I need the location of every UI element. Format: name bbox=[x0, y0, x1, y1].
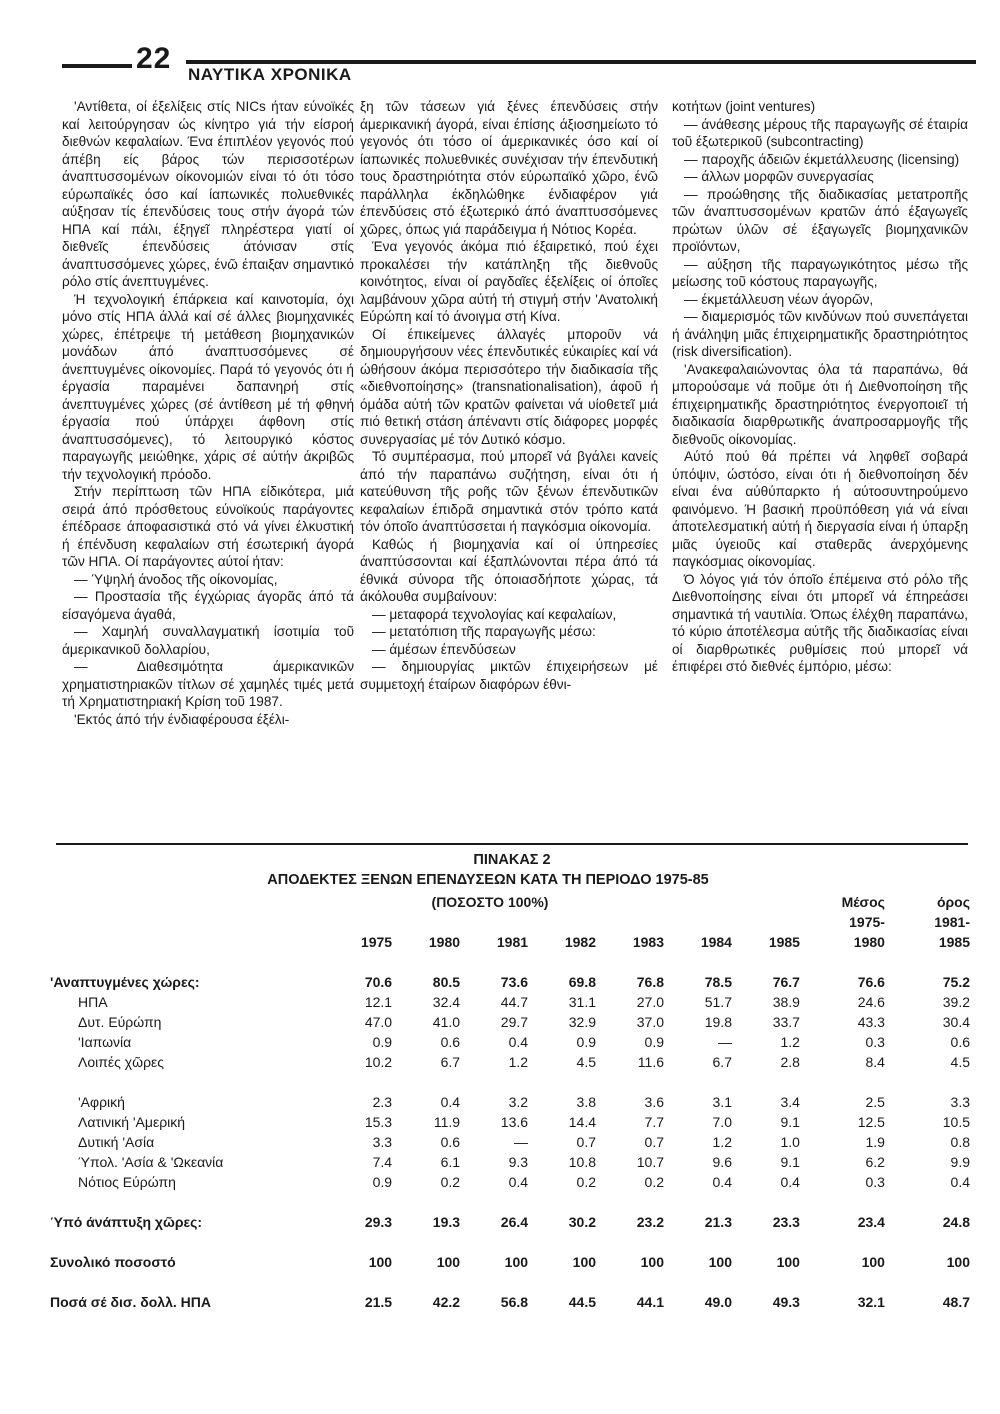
table-row bbox=[50, 1052, 970, 1072]
table-cell: 32.9 bbox=[568, 1014, 597, 1030]
table-cell: 26.4 bbox=[500, 1214, 529, 1230]
row-label: Λοιπές χῶρες bbox=[78, 1054, 165, 1070]
table-cell: 14.4 bbox=[568, 1114, 597, 1130]
page-number: 22 bbox=[136, 42, 172, 75]
table-cell: 56.8 bbox=[500, 1294, 529, 1310]
table-row bbox=[50, 1172, 970, 1192]
table-cell: 32.1 bbox=[857, 1294, 885, 1310]
table-cell: 0.9 bbox=[372, 1174, 393, 1190]
table-cell: 9.6 bbox=[712, 1154, 732, 1170]
table-cell: 32.4 bbox=[432, 994, 461, 1010]
table-cell: 0.4 bbox=[712, 1174, 732, 1190]
period-a-end: 1980 bbox=[853, 934, 885, 950]
text-column-2 bbox=[360, 98, 658, 693]
table-cell: 0.2 bbox=[440, 1174, 461, 1190]
list-item: — διαμερισμός τῶν κινδύνων πού συνεπάγεται ή άνάληψη μιᾶς έπιχειρηματικῆς δραστηριότητος (risk diversification). bbox=[672, 309, 968, 359]
year-header: 1975 bbox=[360, 934, 393, 950]
table-cell: 0.9 bbox=[576, 1034, 597, 1050]
year-header: 1984 bbox=[700, 934, 732, 950]
table-cell: 12.1 bbox=[364, 994, 393, 1010]
table-cell: 44.1 bbox=[636, 1294, 664, 1310]
table-cell: 73.6 bbox=[500, 974, 529, 990]
table-row bbox=[50, 1292, 970, 1312]
table-cell: 100 bbox=[436, 1254, 461, 1270]
table-cell: 2.8 bbox=[780, 1054, 800, 1070]
table-cell: 6.7 bbox=[712, 1054, 732, 1070]
table-row bbox=[50, 1092, 970, 1112]
table-header-row-upper bbox=[50, 912, 970, 932]
table-cell: 2.3 bbox=[372, 1094, 393, 1110]
table-cell: 49.0 bbox=[704, 1294, 732, 1310]
list-item: — παροχῆς άδειῶν έκμετάλλευσης (licensing) bbox=[684, 151, 960, 167]
table-row bbox=[50, 1212, 970, 1232]
year-header: 1982 bbox=[564, 934, 597, 950]
list-item: — μετατόπιση τῆς παραγωγῆς μέσω: bbox=[372, 624, 596, 639]
period-b-end: 1985 bbox=[938, 934, 970, 950]
table-cell: 100 bbox=[368, 1254, 393, 1270]
table-cell: 0.4 bbox=[950, 1174, 970, 1190]
table-body-developed bbox=[50, 972, 970, 1072]
paragraph: Ένα γεγονός άκόμα πιό έξαιρετικό, πού έχει προκαλέσει τήν κατάπληξη τῆς διεθνοῦς κοινότητος, είναι οί ραγδαῖες έξελίξεις οί όποῖες λαμβάνουν χῶρα αύτή τή στιγμή στήν 'Ανατολική Εύρώπη καί τό άνοιγμα στή Κίνα. bbox=[360, 239, 658, 324]
table-body-developing-regions bbox=[50, 1092, 970, 1192]
list-item: — Προστασία τῆς έγχώριας άγορᾶς άπό τά είσαγόμενα άγαθά, bbox=[62, 589, 354, 622]
text-column-1 bbox=[62, 98, 354, 728]
table-cell: 10.5 bbox=[942, 1114, 970, 1130]
paragraph: Ή τεχνολογική έπάρκεια καί καινοτομία, όχι μόνο στίς ΗΠΑ άλλά καί σέ άλλες βιομηχανικές χώρες, έπέτρεψε τή μετάθεση βιομηχανικών μονάδων άπό άναπτυσσόμενες σέ άνεπτυγμένες οίκονομίες. Παρά τό γεγονός ότι ή έργασία παραμένει δαπανηρή στίς άνεπτυγμένες χώρες (σέ άντίθεση μέ τή φθηνή έργασία πού ύπάρχει άφθονη στίς άναπτυσσόμενες), τό λειτουργικό κόστος παραγωγῆς μειώθηκε, χάρις σέ αύτήν άκριβῶς τήν τεχνολογική πρόοδο. bbox=[62, 291, 354, 482]
table-cell: 44.5 bbox=[568, 1294, 597, 1310]
table-row bbox=[50, 1012, 970, 1032]
table-cell: 33.7 bbox=[772, 1014, 800, 1030]
table-cell: 1.9 bbox=[865, 1134, 885, 1150]
table-cell: 19.8 bbox=[704, 1014, 732, 1030]
table-row bbox=[50, 1252, 970, 1272]
table-cell: 24.6 bbox=[857, 994, 885, 1010]
list-item: — δημιουργίας μικτῶν έπιχειρήσεων μέ συμμετοχή έταίρων διαφόρων έθνι- bbox=[360, 659, 658, 692]
table-cell: 0.2 bbox=[576, 1174, 597, 1190]
table-cell: 100 bbox=[861, 1254, 885, 1270]
row-label: Ποσά σέ δισ. δολλ. ΗΠΑ bbox=[50, 1294, 211, 1310]
table-cell: 30.4 bbox=[942, 1014, 970, 1030]
table-cell: 21.5 bbox=[364, 1294, 393, 1310]
table-cell: 19.3 bbox=[432, 1214, 461, 1230]
period-a-start: 1975- bbox=[849, 914, 885, 930]
table-row bbox=[50, 992, 970, 1012]
table-cell: — bbox=[514, 1134, 529, 1150]
table-cell: 39.2 bbox=[942, 994, 970, 1010]
year-header: 1983 bbox=[632, 934, 664, 950]
text-column-3 bbox=[672, 98, 968, 676]
table-cell: 0.8 bbox=[950, 1134, 970, 1150]
list-item: — Ύψηλή άνοδος τῆς οίκονομίας, bbox=[74, 571, 278, 587]
list-item: — άλλων μορφῶν συνεργασίας bbox=[684, 169, 874, 184]
table-cell: 6.7 bbox=[440, 1054, 461, 1070]
paragraph: 'Ανακεφαλαιώνοντας όλα τά παραπάνω, θά μπορούσαμε νά ποῦμε ότι ή Διεθνοποίηση τῆς έπιχειρηματικῆς δραστηριότητος ένεργοποιεῖ τή διαδικασία διαρθρωτικῆς άναπροσαρμογῆς τῆς διεθνοῦς οίκονομίας. bbox=[672, 361, 968, 447]
table-cell: 7.4 bbox=[372, 1154, 393, 1170]
table-cell: 7.7 bbox=[644, 1114, 664, 1130]
table-cell: 23.2 bbox=[636, 1214, 664, 1230]
list-item: — Διαθεσιμότητα άμερικανικῶν χρηματιστηριακῶν τίτλων σέ χαμηλές τιμές μετά τή Χρηματιστηριακή Κρίση τοῦ 1987. bbox=[62, 659, 354, 709]
header-rule-left bbox=[62, 64, 132, 68]
investment-table bbox=[50, 892, 970, 1312]
row-label: ΗΠΑ bbox=[78, 994, 108, 1010]
table-cell: 9.9 bbox=[950, 1154, 970, 1170]
table-cell: 3.8 bbox=[576, 1094, 597, 1110]
paragraph: Τό συμπέρασμα, πού μπορεῖ νά βγάλει κανείς άπό τήν παραπάνω συζήτηση, είναι ότι ή κατεύθυνση τῆς ροῆς τῶν ξένων έπενδυτικῶν κεφαλαίων έπιδρᾶ σημαντικά στόν τρόπο κατά τόν όποῖο άναπτύσσεται ή παγκόσμια οίκονομία. bbox=[360, 449, 658, 534]
list-item: — προώθησης τῆς διαδικασίας μετατροπῆς τῶν άναπτυσσομένων κρατῶν άπό έξαγωγεῖς πρώτων ύλῶν σέ έξαγωγεῖς βιομηχανικῶν προϊόντων, bbox=[672, 186, 968, 254]
table-subtitle-row bbox=[50, 892, 970, 912]
table-cell: 47.0 bbox=[364, 1014, 393, 1030]
paragraph: κοτήτων (joint ventures) bbox=[672, 99, 816, 114]
avg-label-a: Μέσος bbox=[841, 894, 885, 910]
list-item: — αύξηση τῆς παραγωγικότητος μέσω τῆς μείωσης τοῦ κόστους παραγωγῆς, bbox=[672, 256, 968, 289]
table-cell: 76.8 bbox=[636, 974, 664, 990]
table-cell: 75.2 bbox=[942, 974, 970, 990]
table-cell: 69.8 bbox=[568, 974, 597, 990]
table-cell: 0.4 bbox=[508, 1174, 529, 1190]
table-cell: 3.6 bbox=[644, 1094, 664, 1110]
paragraph: Καθώς ή βιομηχανία καί οί ύπηρεσίες άναπτύσσονται καί έξαπλώνονται πέρα άπό τά έθνικά σύνορα τῆς όποιασδήποτε χώρας, τά άκόλουθα συμβαίνουν: bbox=[360, 536, 658, 604]
table-cell: 3.4 bbox=[780, 1094, 800, 1110]
row-label: Ύπολ. 'Ασία & 'Ωκεανία bbox=[78, 1154, 224, 1170]
table-cell: 3.3 bbox=[372, 1134, 393, 1150]
table-cell: 100 bbox=[946, 1254, 970, 1270]
table-cell: 6.1 bbox=[440, 1154, 461, 1170]
table-cell: 23.3 bbox=[772, 1214, 800, 1230]
table-cell: 49.3 bbox=[772, 1294, 800, 1310]
table-cell: 0.4 bbox=[440, 1094, 461, 1110]
table-cell: 4.5 bbox=[576, 1054, 597, 1070]
row-label: Συνολικό ποσοστό bbox=[50, 1254, 176, 1270]
year-header: 1980 bbox=[428, 934, 461, 950]
table-cell: 30.2 bbox=[568, 1214, 597, 1230]
list-item: — μεταφορά τεχνολογίας καί κεφαλαίων, bbox=[372, 606, 617, 622]
table-header-row bbox=[50, 932, 970, 952]
table-row bbox=[50, 1132, 970, 1152]
table-cell: 31.1 bbox=[568, 994, 597, 1010]
table-cell: 100 bbox=[776, 1254, 800, 1270]
table-cell: 0.6 bbox=[950, 1034, 970, 1050]
table-cell: 100 bbox=[708, 1254, 732, 1270]
table-cell: 11.9 bbox=[433, 1114, 461, 1130]
table-cell: 7.0 bbox=[712, 1114, 732, 1130]
table-number: ΠΙΝΑΚΑΣ 2 bbox=[473, 852, 551, 868]
table-cell: 1.2 bbox=[508, 1054, 529, 1070]
table-cell: 76.7 bbox=[772, 974, 800, 990]
table-row bbox=[50, 972, 970, 992]
table-cell: 37.0 bbox=[636, 1014, 664, 1030]
table-cell: 27.0 bbox=[636, 994, 664, 1010]
table-cell: 10.2 bbox=[364, 1054, 393, 1070]
header-rule-right bbox=[186, 60, 976, 64]
table-cell: 0.9 bbox=[644, 1034, 664, 1050]
table-title: ΑΠΟΔΕΚΤΕΣ ΞΕΝΩΝ ΕΠΕΝΔΥΣΕΩΝ ΚΑΤΑ ΤΗ ΠΕΡΙΟΔΟ 1975-85 bbox=[267, 872, 709, 888]
paragraph: ξη τῶν τάσεων γιά ξένες έπενδύσεις στήν άμερικανική άγορά, είναι έπίσης άξιοσημείωτο τό γεγονός ότι τόσο οί άμερικανικές όσο καί οί ίαπωνικές πολυεθνικές συνέχισαν τήν έπενδυτική τους δραστηριότητα στόν εύρωπαϊκό χῶρο, ένῶ παράλληλα έκδηλώθηκε ένδιαφέρον γιά έπενδύσεις στό έξωτερικό άπό άναπτυσσόμενες χῶρες, όπως γιά παράδειγμα ή Νότιος Κορέα. bbox=[360, 99, 658, 237]
section-divider bbox=[56, 843, 968, 845]
table-cell: 43.3 bbox=[857, 1014, 885, 1030]
table-cell: 41.0 bbox=[432, 1014, 461, 1030]
table-cell: 3.3 bbox=[950, 1094, 970, 1110]
table-cell: 100 bbox=[504, 1254, 529, 1270]
table-row bbox=[50, 1032, 970, 1052]
table-cell: 70.6 bbox=[364, 974, 393, 990]
table-cell: 1.0 bbox=[780, 1134, 800, 1150]
table-cell: 1.2 bbox=[712, 1134, 732, 1150]
row-label: Νότιος Εύρώπη bbox=[78, 1174, 176, 1190]
table-cell: 21.3 bbox=[704, 1214, 732, 1230]
table-row bbox=[50, 1112, 970, 1132]
table-cell: 51.7 bbox=[704, 994, 732, 1010]
table-cell: 0.3 bbox=[865, 1034, 885, 1050]
paragraph: Οί έπικείμενες άλλαγές μποροῦν νά δημιουργήσουν νέες έπενδυτικές εύκαιρίες καί νά ώθήσουν άκόμα περισσότερο τήν διαδικασία τῆς «διεθνοποίησης» (transnationalisation), άφοῦ ή όμάδα αύτή τῶν κρατῶν φαίνεται νά υίοθετεῖ μιά πιό θετική στάση άπέναντι στίς διάφορες μορφές συνεργασίας μέ τόν Δυτικό κόσμο. bbox=[360, 326, 658, 447]
table-cell: 9.1 bbox=[780, 1154, 800, 1170]
table-cell: 44.7 bbox=[500, 994, 529, 1010]
table-cell: 100 bbox=[572, 1254, 597, 1270]
table-cell: 0.9 bbox=[372, 1034, 393, 1050]
paragraph: Ό λόγος γιά τόν όποῖο έπέμεινα στό ρόλο τῆς Διεθνοποίησης είναι ότι μπορεῖ νά έπηρεάσει σημαντικά τή ναυτιλία. Όπως έλέχθη παραπάνω, τό κύριο άποτέλεσμα αύτῆς τῆς διαδικασίας είναι οί διαρθρωτικές ρυθμίσεις πού μπορεῖ νά έπιφέρει στό διεθνές έμπόριο, μέσω: bbox=[672, 571, 968, 674]
table-cell: 29.7 bbox=[500, 1014, 529, 1030]
table-cell: 4.5 bbox=[950, 1054, 970, 1070]
row-label: Ύπό άνάπτυξη χῶρες: bbox=[50, 1214, 203, 1230]
period-b-start: 1981- bbox=[934, 914, 970, 930]
table-cell: 78.5 bbox=[704, 974, 732, 990]
table-cell: 29.3 bbox=[364, 1214, 393, 1230]
year-header: 1985 bbox=[768, 934, 800, 950]
paragraph: 'Εκτός άπό τήν ένδιαφέρουσα έξέλι- bbox=[74, 711, 290, 727]
row-label: Λατινική 'Αμερική bbox=[78, 1114, 186, 1130]
table-cell: 12.5 bbox=[857, 1114, 885, 1130]
table-cell: 8.4 bbox=[865, 1054, 885, 1070]
paragraph: Αύτό πού θά πρέπει νά ληφθεῖ σοβαρά ύπόψιν, ώστόσο, είναι ότι ή διεθνοποίηση δέν είναι ένα αύθύπαρκτο ή αύτοσυντηρούμενο φαινόμενο. Ή βασική προϋπόθεση γιά νά είναι άποτελεσματική αύτή ή διεργασία είναι ή ύπαρξη μιᾶς ύγειοῦς καί σταθερᾶς άνερχόμενης παγκόσμιας οίκονομίας. bbox=[672, 449, 968, 569]
table-cell: 100 bbox=[640, 1254, 664, 1270]
year-header: 1981 bbox=[496, 934, 529, 950]
table-cell: 0.7 bbox=[576, 1134, 597, 1150]
journal-title: ΝΑΥΤΙΚΑ ΧΡΟΝΙΚΑ bbox=[188, 65, 352, 84]
table-cell: 9.1 bbox=[780, 1114, 800, 1130]
table-body-totals bbox=[50, 1212, 970, 1312]
table-cell: 3.1 bbox=[712, 1094, 732, 1110]
table-cell: 9.3 bbox=[508, 1154, 529, 1170]
avg-label-b: όρος bbox=[936, 894, 970, 910]
table-cell: 1.2 bbox=[780, 1034, 800, 1050]
table-cell: 0.4 bbox=[780, 1174, 800, 1190]
table-cell: — bbox=[717, 1034, 732, 1050]
list-item: — Χαμηλή συναλλαγματική ίσοτιμία τοῦ άμερικανικοῦ δολλαρίου, bbox=[62, 624, 354, 657]
row-label: Δυτ. Εύρώπη bbox=[78, 1014, 162, 1030]
table-subtitle: (ΠΟΣΟΣΤΟ 100%) bbox=[431, 894, 549, 910]
list-item: — άμέσων έπενδύσεων bbox=[372, 641, 516, 657]
list-item: — άνάθεσης μέρους τῆς παραγωγῆς σέ έταιρία τοῦ έξωτερικοῦ (subcontracting) bbox=[672, 116, 968, 149]
table-cell: 0.4 bbox=[508, 1034, 529, 1050]
row-label: Δυτική 'Ασία bbox=[78, 1134, 155, 1150]
table-cell: 0.6 bbox=[440, 1134, 461, 1150]
table-cell: 3.2 bbox=[508, 1094, 529, 1110]
table-cell: 42.2 bbox=[432, 1294, 461, 1310]
table-cell: 38.9 bbox=[772, 994, 800, 1010]
table-cell: 13.6 bbox=[500, 1114, 529, 1130]
table-cell: 76.6 bbox=[857, 974, 885, 990]
table-cell: 0.2 bbox=[644, 1174, 664, 1190]
table-cell: 80.5 bbox=[432, 974, 461, 990]
table-cell: 24.8 bbox=[942, 1214, 970, 1230]
table-cell: 23.4 bbox=[857, 1214, 885, 1230]
table-row bbox=[50, 1152, 970, 1172]
row-label: 'Αφρική bbox=[78, 1094, 125, 1110]
table-cell: 10.8 bbox=[568, 1154, 597, 1170]
row-label: 'Ιαπωνία bbox=[78, 1034, 132, 1050]
paragraph: 'Αντίθετα, οί έξελίξεις στίς NICs ήταν εύνοϊκές καί λειτούργησαν ώς κίνητρο γιά τήν είσροή διεθνών κεφαλαίων. Ένα έπιπλέον γεγονός πού άπέβη είς βάρος τών περισσοτέρων άναπτυσσομένων οίκονομιών είναι τό ότι τόσο εύρωπαϊκές όσο καί ίαπωνικές πολυεθνικές αύξησαν τίς έπενδύσεις τους στήν άγορά τών ΗΠΑ καί πάλι, έξηγεῖ πληρέστερα γιατί οί διεθνεῖς έπενδύσεις άτόνισαν στίς άναπτυσσόμενες χώρες, ένῶ έπαιξαν σημαντικό ρόλο στίς άνεπτυγμένες. bbox=[62, 99, 354, 289]
table-cell: 10.7 bbox=[636, 1154, 664, 1170]
row-label: 'Αναπτυγμένες χώρες: bbox=[50, 974, 200, 990]
table-cell: 0.3 bbox=[865, 1174, 885, 1190]
table-cell: 48.7 bbox=[942, 1294, 970, 1310]
table-cell: 6.2 bbox=[865, 1154, 885, 1170]
table-cell: 15.3 bbox=[364, 1114, 393, 1130]
table-cell: 2.5 bbox=[865, 1094, 885, 1110]
paragraph: Στήν περίπτωση τῶν ΗΠΑ είδικότερα, μιά σειρά άπό πρόσθετους εύνοϊκούς παράγοντες έπέδρασε άποφασιστικά στό νά γίνει έλκυστική ή έπένδυση κεφαλαίων στή έσωτερική άγορά τῶν ΗΠΑ. Οί παράγοντες αύτοί ήταν: bbox=[62, 484, 354, 569]
list-item: — έκμετάλλευση νέων άγορῶν, bbox=[684, 291, 874, 307]
table-cell: 0.7 bbox=[644, 1134, 664, 1150]
table-cell: 11.6 bbox=[637, 1054, 664, 1070]
table-cell: 0.6 bbox=[440, 1034, 461, 1050]
